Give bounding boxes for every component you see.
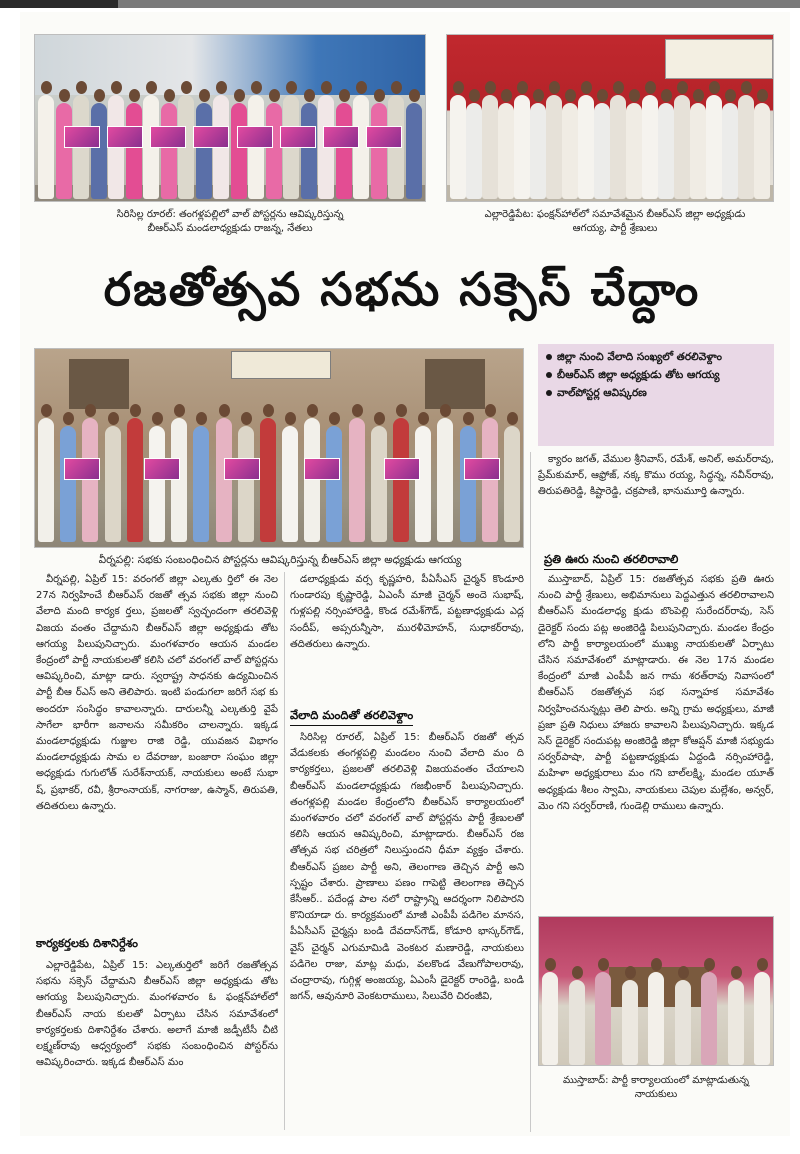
article-col1-top: వీర్నపల్లి, ఏప్రిల్‌ 15: వరంగల్‌ జిల్లా ఎల్కతు ర్తిలో ఈ నెల 27న నిర్వహించే బీఆర్‌ఎస్‌ రజతో త్సవ సభకు జిల్లా నుంచి వేలాది మంది కార్యక ర్తలు, ప్రజలతో స్వచ్ఛందంగా తరలివెళ్లి విజయ వంతం చేద్దామని బీఆర్‌ఎస్‌ జిల్లా అధ్యక్షుడు తోట ఆగయ్య పిలుపునిచ్చారు. మంగళవారం ఆయన మండల కేంద్రంలో పార్టీ నాయకులతో కలిసి చలో వరంగల్‌ వాల్‌ పోస్టర్లను ఆవిష్కరించి, మాట్లా డారు. స్వరాష్ట్ర సాధనకు ఉద్యమించిన పార్టీ బీఆ ర్‌ఎస్‌ అని తెలిపారు. ఇంటి పండుగలా జరిగే సభ కు అందరూ సంసిద్ధం కావాలన్నారు. దారులన్నీ ఎల్కతుర్తి వైపే సాగేలా భారీగా జనాలను సమీకరిం చాలన్నారు. ఇక్కడ మండలాధ్యక్షుడు గుజ్జుల రాజి రెడ్డి, యువజన విభాగం మండలాధ్యక్షుడు సామ ల దేవరాజు, బంజారా సంఘం జిల్లా అధ్యక్షుడు గుగులోత్‌ సురేశ్‌నాయక్‌, నాయకులు అంటే సుభా ష్‌, ప్రభాకర్‌, రవీ, శ్రీరాంనాయక్‌, నాగరాజు, ఉస్మాన్‌, తిరుపతి, తదితరులు ఉన్నారు. <box>36 574 278 812</box>
person-head <box>597 89 608 102</box>
poster-flex <box>107 126 143 148</box>
person-figure <box>648 972 664 1065</box>
person-head <box>199 89 210 102</box>
highlight-item: వాల్‌పోస్టర్ల ఆవిష్కరణ <box>546 386 766 401</box>
person-head <box>693 89 704 102</box>
poster-flex <box>237 126 273 148</box>
person-head <box>152 412 163 425</box>
person-figure <box>260 418 276 542</box>
poster-flex <box>304 458 340 480</box>
person-figure <box>193 426 209 542</box>
person-figure <box>722 103 738 199</box>
person-head <box>453 81 464 94</box>
person-head <box>731 966 742 979</box>
person-figure <box>231 103 247 199</box>
person-figure <box>622 980 638 1065</box>
caption-top-right: ఎల్లారెడ్డిపేట: ఫంక్షన్‌హాల్‌లో సమావేశమైన బీఆర్‌ఎస్‌ జిల్లా అధ్యక్షుడు ఆగయ్య, పార్టీ శ్రేణులు <box>484 209 746 234</box>
person-figure <box>126 103 142 199</box>
person-head <box>741 81 752 94</box>
person-figure <box>91 103 107 199</box>
poster-flex <box>224 458 260 480</box>
person-head <box>677 81 688 94</box>
person-figure <box>161 103 177 199</box>
person-head <box>507 412 518 425</box>
person-figure <box>546 95 562 199</box>
person-figure <box>406 103 422 199</box>
person-figure <box>706 95 722 199</box>
subhead-col3: ప్రతి ఊరు నుంచి తరలిరావాలి <box>544 552 678 570</box>
poster-flex <box>366 126 402 148</box>
person-figure <box>701 972 717 1065</box>
person-figure <box>675 980 691 1065</box>
person-figure <box>450 95 466 199</box>
person-head <box>374 412 385 425</box>
highlight-item: జిల్లా నుంచి వేలాది సంఖ్యలో తరలివెళ్దాం <box>546 350 766 365</box>
person-head <box>645 81 656 94</box>
poster-flex <box>193 126 229 148</box>
highlight-item: బీఆర్‌ఎస్‌ జిల్లా అధ్యక్షుడు తోట ఆగయ్య <box>546 368 766 383</box>
person-head <box>709 81 720 94</box>
person-head <box>339 89 350 102</box>
person-figure <box>171 418 187 542</box>
person-figure <box>304 418 320 542</box>
person-figure <box>60 426 76 542</box>
person-head <box>572 966 583 979</box>
caption-top-left: సిరిసిల్ల రూరల్‌: తంగళ్లపల్లిలో వాల్‌ పోస్టర్లను ఆవిష్కరిస్తున్న బీఆర్‌ఎస్‌ మండలాధ్యక్షుడు రాజన్న, నేతలు <box>116 209 344 234</box>
person-head <box>409 89 420 102</box>
person-head <box>41 81 52 94</box>
person-figure <box>542 972 558 1065</box>
poster-flex <box>144 458 180 480</box>
caption-main: వీర్నపల్లి: సభకు సంబంధించిన పోస్టర్లను ఆవిష్కరిస్తున్న బీఆర్‌ఎస్‌ జిల్లా అధ్యక్షుడు ఆగయ్య <box>98 554 462 566</box>
person-figure <box>562 103 578 199</box>
person-figure <box>282 426 298 542</box>
person-head <box>219 404 230 417</box>
person-figure <box>38 418 54 542</box>
article-col3-bottom: ముస్తాబాద్‌, ఏప్రిల్‌ 15: రజతోత్సవ సభకు ప్రతి ఊరు నుంచి పార్టీ శ్రేణులు, అభిమానులు పెద్దఎత్తున తరలిరావాలని బీఆర్‌ఎస్‌ మండలాధ్య క్షుడు బొంపెల్లి సురేందర్‌రావు, సెస్‌ డైరెక్టర్‌ సందు పట్ల అంజిరెడ్డి పిలుపునిచ్చారు. మండల కేంద్రం లోని పార్టీ కార్యాలయంలో ముఖ్య నాయకులతో ఏర్పాటు చేసిన సమావేశంలో మాట్లాడారు. ఈ నెల 17న మండల కేంద్రంలో మాజీ ఎంపీపీ జన గామ శరత్‌రావు నివాసంలో బీఆర్‌ఎస్‌ రజతోత్సవ సభ సన్నాహక సమావేశం నిర్వహించనున్నట్లు తెలి పారు. అన్ని గ్రామ అధ్యక్షులు, మాజీ ప్రజా ప్రతి నిధులు హాజరు కావాలని పిలుపునిచ్చారు. ఇక్కడ సెస్‌ డైరెక్టర్‌ సందుపట్ల అంజిరెడ్డి జిల్లా కోఆప్షన్‌ మాజీ సభ్యుడు సర్వర్‌పాషా, పార్టీ పట్టణాధ్యక్షుడు ఏద్దండి నర్సింహారెడ్డి, మహిళా అధ్యక్షురాలు మం గని బాల్‌లక్ష్మి, మండల యూత్‌ అధ్యక్షుడు శీలం స్వామి, నాయకులు చెపుల మల్లేశం, అన్వర్‌, మెం గని సర్వర్‌రాణి, గుండెల్లి రాములు ఉన్నారు. <box>538 574 774 812</box>
person-head <box>304 89 315 102</box>
person-figure <box>127 418 143 542</box>
person-figure <box>466 103 482 199</box>
bullet-dot-icon <box>546 354 552 360</box>
bullet-dot-icon <box>546 372 552 378</box>
person-head <box>396 404 407 417</box>
person-figure <box>642 95 658 199</box>
person-head <box>581 81 592 94</box>
person-head <box>234 89 245 102</box>
person-head <box>613 81 624 94</box>
person-head <box>725 89 736 102</box>
person-figure <box>105 426 121 542</box>
person-head <box>269 89 280 102</box>
person-head <box>241 412 252 425</box>
poster-flex <box>64 126 100 148</box>
person-head <box>545 958 556 971</box>
person-figure <box>690 103 706 199</box>
person-head <box>463 412 474 425</box>
article-col2-top: డలాధ్యక్షుడు వర్స కృష్ణహరి, పీఏసీఎస్‌ చైర్మన్‌ కొండూరి గుండారపు కృష్ణారెడ్డి, ఏఎంసీ మాజీ చైర్మన్‌ అందె సుభాష్‌, గుళ్లపల్లి నర్సింహారెడ్డి, కొండ రమేశ్‌గౌడ్‌, పట్టణాధ్యక్షుడు ఎద్ల సందీప్‌, అప్సరున్నీసా, మురళీమోహన్‌, సుధాకర్‌రావు, తదితరులు ఉన్నారు. <box>290 574 524 650</box>
article-col1-bottom: ఎల్లారెడ్డిపేట, ఏప్రిల్‌ 15: ఎల్కతుర్తిలో జరిగే రజతోత్సవ సభను సక్సెస్‌ చేద్దామని బీఆర్‌ఎస్‌ జిల్లా అధ్యక్షుడు తోట ఆగయ్య పిలుపునిచ్చారు. మంగళవారం ఓ ఫంక్షన్‌హాల్‌లో బీఆర్‌ఎస్‌ నాయ కులతో ఏర్పాటు చేసిన సమావేశంలో కార్యకర్తలకు దిశానిర్దేశం చేశారు. అలాగే మాజీ జడ్పీటీసీ చీటి లక్ష్మణ్‌రావు ఆధ్వర్యంలో సభకు సంబంధించిన పోస్టర్‌ను ఆవిష్కరించారు. ఇక్కడ బీఆర్‌ఎస్‌ మం <box>36 960 278 1069</box>
person-figure <box>301 103 317 199</box>
poster-flex <box>64 458 100 480</box>
bullet-dot-icon <box>546 390 552 396</box>
person-head <box>352 404 363 417</box>
article-col3-top: క్యారం జగత్‌, వేముల శ్రీనివాస్‌, రమేశ్‌, అనిల్‌, అమర్‌రావు, ప్రేమ్‌కుమార్‌, ఆఫ్రోజ్‌, నక్క కొము రయ్య, సిద్ధన్న, నవీన్‌రావు, తిరుపతిరెడ్డి, కిష్టారెడ్డి, చక్రపాణి, భానుమూర్తి ఉన్నారు. <box>538 454 774 498</box>
person-figure <box>82 418 98 542</box>
person-figure <box>530 103 546 199</box>
person-figure <box>371 426 387 542</box>
poster-flex <box>150 126 186 148</box>
column-divider <box>530 452 531 1132</box>
poster-flex <box>384 458 420 480</box>
person-figure <box>754 103 770 199</box>
headline: రజతోత్సవ సభను సక్సెస్‌ చేద్దాం <box>103 262 701 316</box>
person-head <box>130 404 141 417</box>
caption-bottom-right: ముస్తాబాద్‌: పార్టీ కార్యాలయంలో మాట్లాడుతున్న నాయకులు <box>562 1075 749 1100</box>
person-figure <box>610 95 626 199</box>
person-figure <box>482 418 498 542</box>
person-figure <box>754 972 770 1065</box>
person-head <box>549 81 560 94</box>
person-figure <box>196 103 212 199</box>
person-head <box>41 404 52 417</box>
person-figure <box>349 418 365 542</box>
person-figure <box>336 103 352 199</box>
article-col2-bottom: సిరిసిల్ల రూరల్‌, ఏప్రిల్‌ 15: బీఆర్‌ఎస్‌ రజతో త్సవ వేడుకలకు తంగళ్లపల్లి మండలం నుంచి వేలాది మం ది కార్యకర్తలు, ప్రజలతో తరలివెళ్లి విజయవంతం చేయాలని బీఆర్‌ఎస్‌ మండలాధ్యక్షుడు గజభీంకార్‌ పిలుపునిచ్చారు. తంగళ్లపల్లి మండల కేంద్రంలోని బీఆర్‌ఎస్‌ కార్యాలయంలో మంగళవారం చలో వరంగల్‌ వాల్‌ పోస్టర్లను పార్టీ శ్రేణులతో కలిసి ఆయన ఆవిష్కరించి, మాట్లాడారు. బీఆర్‌ఎస్‌ రజ తోత్సవ సభ చరిత్రలో నిలుస్తుందని ధీమా వ్యక్తం చేశారు. బీఆర్‌ఎస్‌ ప్రజల పార్టీ అని, తెలంగాణ తెచ్చిన పార్టీ అని స్పష్టం చేశారు. ప్రాణాలు పణం గాపెట్టి తెలంగాణ తెచ్చిన కేసీఆర్‌.. పదేండ్ల పాల నలో రాష్ట్రాన్ని ఆదర్శంగా నిలిపారని కొనియాడా రు. కార్యక్రమంలో మాజీ ఎంపీపీ పడిగెల మానస, పీఏసీఎస్‌ చైర్మన్లు బండి దేవదాస్‌గౌడ్‌, కోడూరి భాస్కర్‌గౌడ్‌, వైస్‌ చైర్మన్‌ ఎగుమామిడి వెంకటర మణారెడ్డి, నాయకులు పడిగెల రాజు, మాట్ల మధు, వలకొండ వేణుగోపాలరావు, చంద్రారావు, గుగ్గిళ్ల అంజయ్య, ఏఎంసీ డైరెక్టర్‌ రాంరెడ్డి, బండి జగన్‌, ఆవునూరి వెంకటరాములు, సిలువేరి చిరంజీవి, <box>290 732 524 1003</box>
person-head <box>164 89 175 102</box>
person-head <box>501 89 512 102</box>
person-head <box>108 412 119 425</box>
person-head <box>757 89 768 102</box>
person-head <box>704 958 715 971</box>
person-figure <box>569 980 585 1065</box>
subhead-col2: వేలాది మందితో తరలివెళ్దాం <box>290 708 413 726</box>
person-head <box>757 958 768 971</box>
person-figure <box>326 426 342 542</box>
person-head <box>129 89 140 102</box>
person-figure <box>658 103 674 199</box>
person-figure <box>578 95 594 199</box>
person-figure <box>415 426 431 542</box>
poster-flex <box>464 458 500 480</box>
person-head <box>59 89 70 102</box>
person-figure <box>393 418 409 542</box>
person-figure <box>626 103 642 199</box>
next-page-strip <box>0 1136 800 1154</box>
person-figure <box>460 426 476 542</box>
person-figure <box>728 980 744 1065</box>
person-figure <box>149 426 165 542</box>
subhead-col1: కార్యకర్తలకు దిశానిర్దేశం <box>36 936 138 950</box>
person-figure <box>674 95 690 199</box>
person-head <box>76 81 87 94</box>
column-divider <box>284 572 285 1130</box>
person-head <box>678 966 689 979</box>
poster-flex <box>280 126 316 148</box>
person-figure <box>738 95 754 199</box>
person-head <box>625 966 636 979</box>
highlights-box <box>538 344 774 446</box>
person-head <box>374 89 385 102</box>
person-figure <box>504 426 520 542</box>
person-head <box>485 404 496 417</box>
person-figure <box>216 418 232 542</box>
page-top-bar <box>0 0 800 8</box>
person-head <box>598 958 609 971</box>
person-head <box>565 89 576 102</box>
person-head <box>517 81 528 94</box>
poster-flex <box>323 126 359 148</box>
page-top-bar-dark <box>0 0 118 8</box>
person-figure <box>371 103 387 199</box>
person-figure <box>514 95 530 199</box>
person-head <box>485 81 496 94</box>
person-head <box>263 404 274 417</box>
person-head <box>651 958 662 971</box>
person-figure <box>238 426 254 542</box>
person-head <box>94 89 105 102</box>
person-figure <box>56 103 72 199</box>
person-figure <box>594 103 610 199</box>
person-figure <box>266 103 282 199</box>
person-figure <box>482 95 498 199</box>
person-head <box>661 89 672 102</box>
person-head <box>469 89 480 102</box>
person-figure <box>437 418 453 542</box>
person-figure <box>595 972 611 1065</box>
person-figure <box>498 103 514 199</box>
person-figure <box>38 95 54 199</box>
person-head <box>533 89 544 102</box>
person-head <box>629 89 640 102</box>
